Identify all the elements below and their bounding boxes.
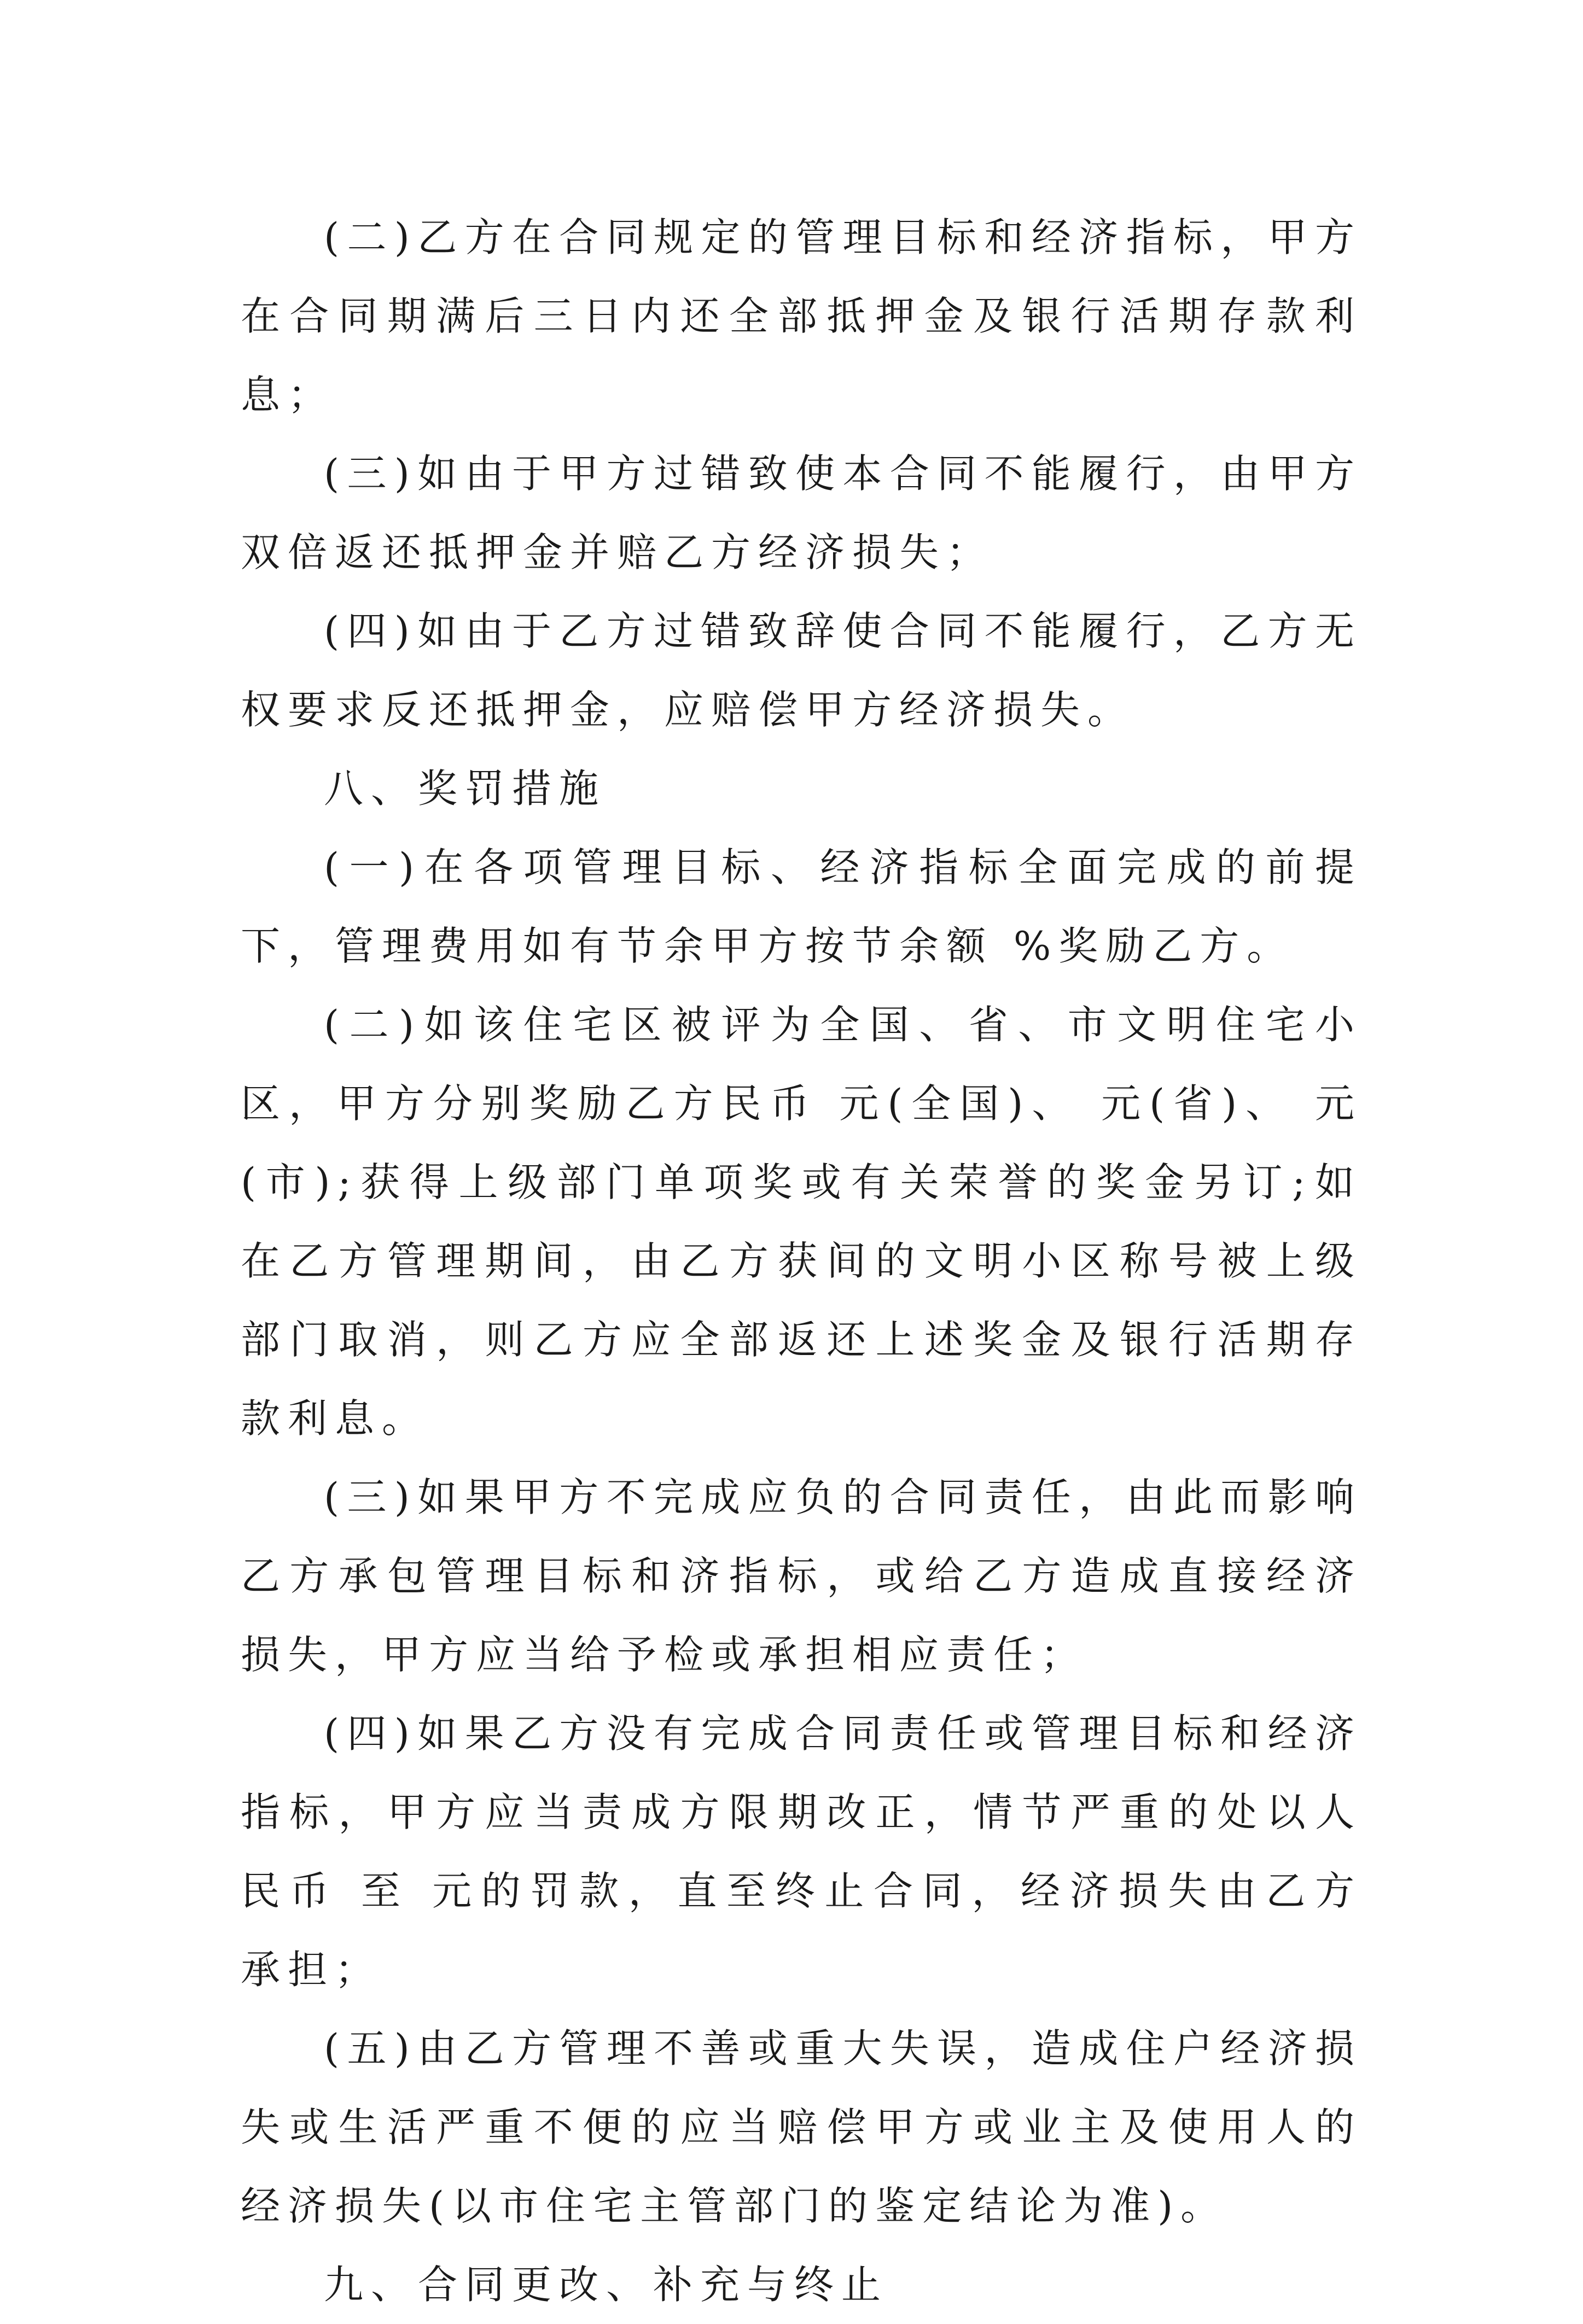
clause-8-2-civilized-award: (二)如该住宅区被评为全国、省、市文明住宅小区，甲方分别奖励乙方民币 元(全国)、 元(省)、 元(市);获得上级部门单项奖或有关荣誉的奖金另订;如在乙方管理期间，由乙方获间的文明小区称号被上级部门取消，则乙方应全部返还上述奖金及银行活期存款利息。	[241, 1002, 1362, 1441]
clause-8-4-party-b-penalty: (四)如果乙方没有完成合同责任或管理目标和经济指标，甲方应当责成方限期改正，情节严重的处以人民币 至 元的罚款，直至终止合同，经济损失由乙方承担；	[241, 1710, 1362, 1993]
clause-8-5-compensation: (五)由乙方管理不善或重大失误，造成住户经济损失或生活严重不便的应当赔偿甲方或业主及使用人的经济损失(以市住宅主管部门的鉴定结论为准)。	[241, 2025, 1362, 2229]
clause-2-deposit-return: (二)乙方在合同规定的管理目标和经济指标，甲方在合同期满后三日内还全部抵押金及银行活期存款利息；	[241, 214, 1362, 418]
document-body	[241, 198, 1362, 2324]
clause-8-1-savings-reward: (一)在各项管理目标、经济指标全面完成的前提下，管理费用如有节余甲方按节余额 %奖励乙方。	[241, 844, 1362, 969]
section-8-heading: 八、奖罚措施	[324, 766, 607, 811]
clause-3-party-a-fault: (三)如由于甲方过错致使本合同不能履行，由甲方双倍返还抵押金并赔乙方经济损失；	[241, 451, 1362, 575]
clause-8-3-party-a-liability: (三)如果甲方不完成应负的合同责任，由此而影响乙方承包管理目标和济指标，或给乙方造成直接经济损失，甲方应当给予检或承担相应责任；	[241, 1474, 1362, 1678]
clause-4-party-b-fault: (四)如由于乙方过错致辞使合同不能履行，乙方无权要求反还抵押金，应赔偿甲方经济损失。	[241, 608, 1362, 733]
section-9-heading: 九、合同更改、补充与终止	[324, 2262, 889, 2308]
